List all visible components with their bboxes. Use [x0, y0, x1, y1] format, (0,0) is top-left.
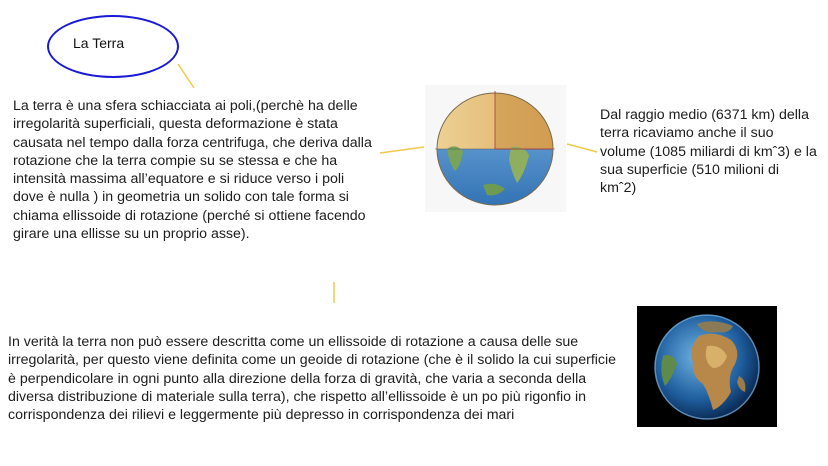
volume-paragraph: Dal raggio medio (6371 km) della terra ricaviamo anche il suo volume (1085 miliardi di kmˆ3) e la sua superficie (510 milioni di kmˆ2) [600, 107, 817, 197]
connector-title-to-text [178, 64, 194, 88]
geoid-paragraph: In verità la terra non può essere descritta come un ellissoide di rotazione a causa delle sue irregolarità, per questo viene definita come un geoide di rotazione (che è il solido la cui superficie è perpendicolare in ogni punto alla direzione della forza di gravità, che varia a seconda della diversa distribuzione di materiale sulla terra), che rispetto all’ellissoide è un po più rigonfio in corrispondenza dei rilievi e leggermente più depresso in corrispondenza dei mari [8, 334, 617, 424]
earth-space-image [637, 306, 777, 427]
earth-cutaway-image [425, 85, 566, 212]
connector-text-to-globe [380, 147, 424, 153]
connector-globe-to-volume [567, 144, 597, 152]
intro-paragraph: La terra è una sfera schiacciata ai poli,(perchè ha delle irregolarità superficiali, questa deformazione è stata causata nel tempo dalla forza centrifuga, che deriva dalla rotazione che la terra compie su se stessa e che ha intensità massima all’equatore e si riduce verso i poli dove è nulla ) in geometria un solido con tale forma si chiama ellissoide di rotazione (perché si ottiene facendo girare una ellisse su un proprio asse). [13, 98, 372, 243]
page-title: La Terra [73, 35, 125, 51]
